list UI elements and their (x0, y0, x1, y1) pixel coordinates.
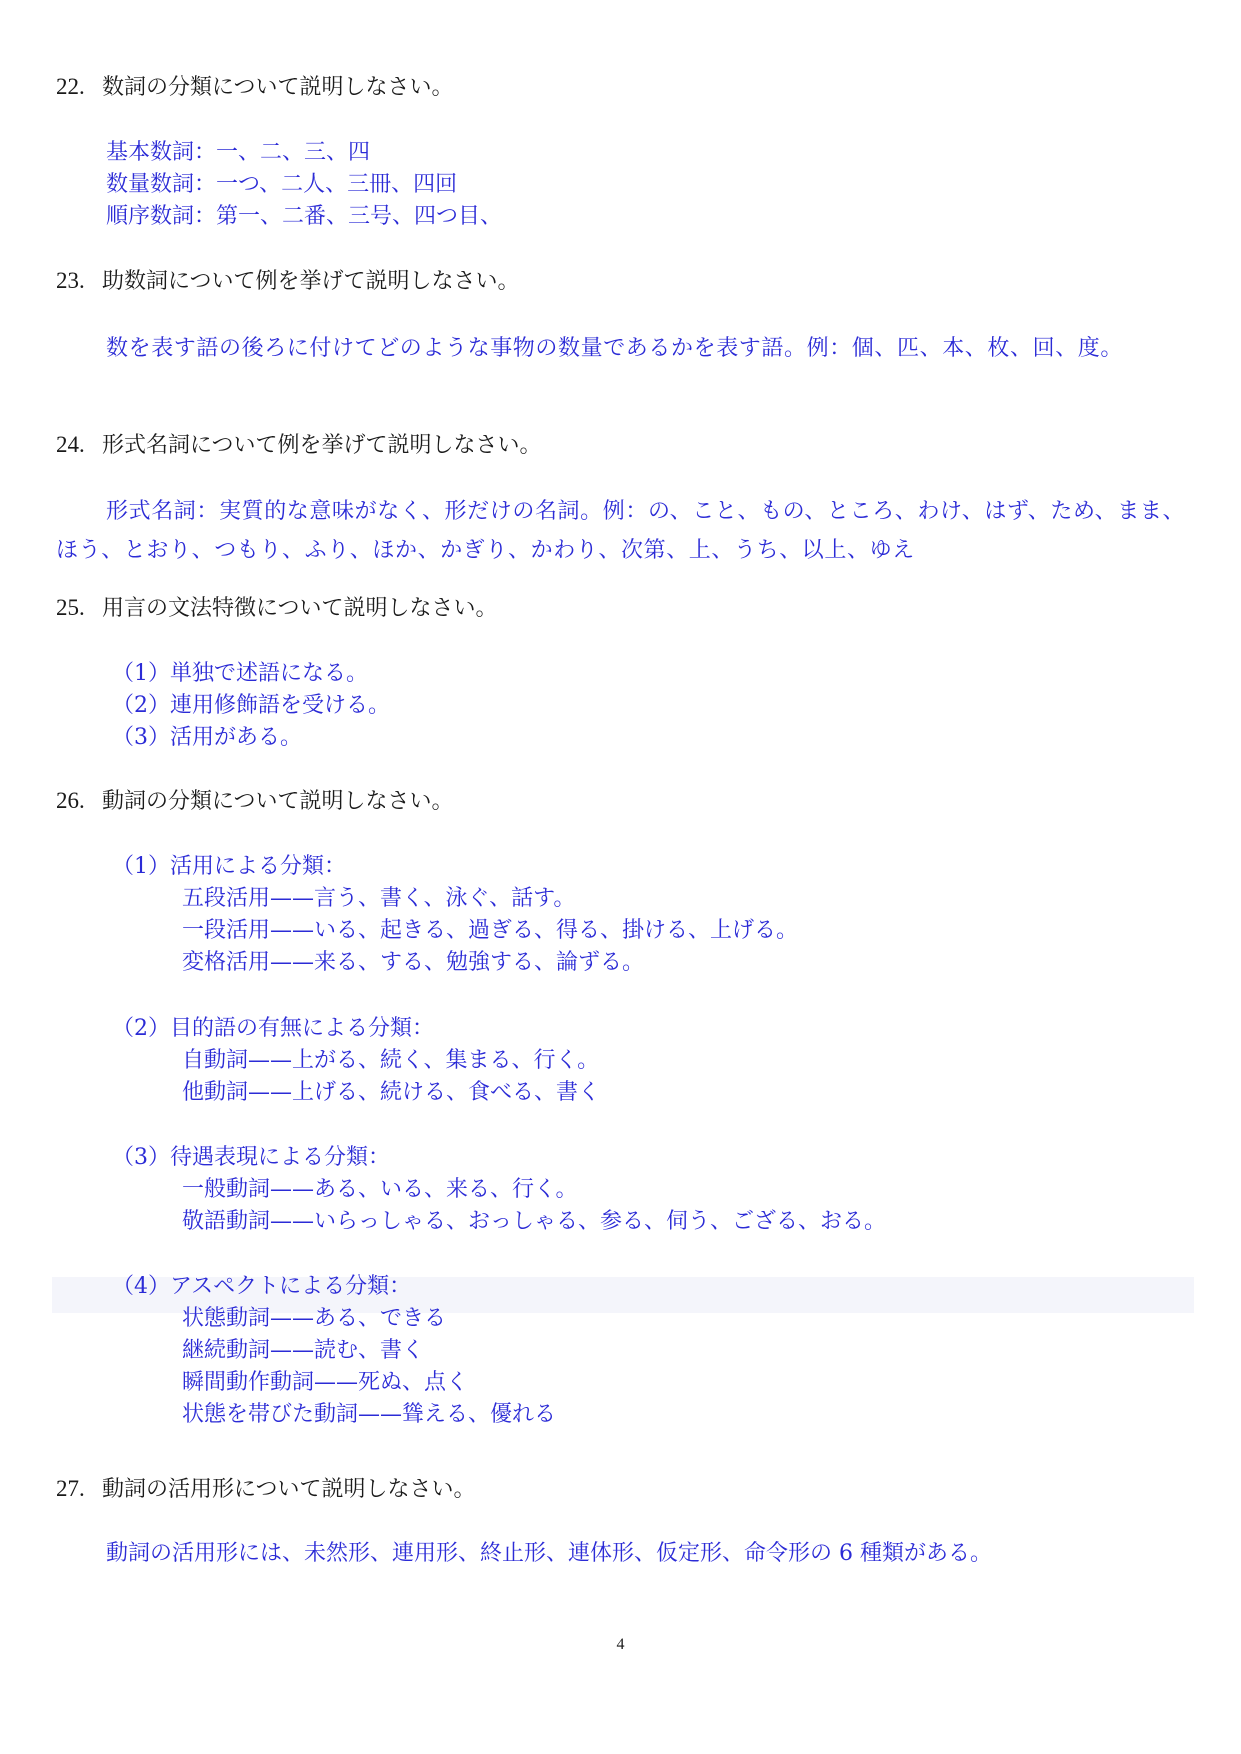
group-heading: （4）アスペクトによる分類： (112, 1274, 412, 1299)
group-item: 他動詞——上げる、続ける、食べる、書く (182, 1080, 601, 1105)
answer-line: （1）単独で述語になる。 (112, 661, 368, 686)
group-item: 自動詞——上がる、続く、集まる、行く。 (182, 1048, 600, 1073)
question-text: 動詞の分類について説明しなさい。 (102, 789, 454, 814)
question-25 (56, 593, 498, 624)
question-24 (56, 430, 542, 461)
answer-line: 動詞の活用形には、未然形、連用形、終止形、連体形、仮定形、命令形の 6 種類がある。 (106, 1541, 992, 1566)
group-heading: （3）待遇表現による分類： (112, 1145, 390, 1170)
group-item: 敬語動詞——いらっしゃる、おっしゃる、参る、伺う、ござる、おる。 (182, 1209, 887, 1234)
group-item: 変格活用——来る、する、勉強する、論ずる。 (182, 950, 645, 975)
group-item: 一段活用——いる、起きる、過ぎる、得る、掛ける、上げる。 (182, 918, 799, 943)
question-22 (56, 72, 454, 103)
question-number: 23. (56, 268, 85, 293)
question-text: 用言の文法特徴について説明しなさい。 (102, 596, 498, 621)
group-item: 状態を帯びた動詞——聳える、優れる (182, 1402, 557, 1427)
group-heading: （1）活用による分類： (112, 854, 346, 879)
group-heading: （2）目的語の有無による分類： (112, 1016, 434, 1041)
question-23 (56, 266, 520, 297)
question-number: 25. (56, 595, 85, 620)
question-text: 形式名詞について例を挙げて説明しなさい。 (102, 433, 542, 458)
group-item: 瞬間動作動詞——死ぬ、点く (182, 1370, 469, 1395)
group-item: 状態動詞——ある、できる (182, 1306, 447, 1331)
question-text: 動詞の活用形について説明しなさい。 (102, 1477, 476, 1502)
question-26 (56, 786, 454, 817)
page-number: 4 (616, 1636, 625, 1653)
group-item: 継続動詞——読む、書く (182, 1338, 425, 1363)
question-text: 助数詞について例を挙げて説明しなさい。 (102, 269, 520, 294)
answer-paragraph: 数を表す語の後ろに付けてどのような事物の数量であるかを表す語。例：個、匹、本、枚、回、度。 (106, 336, 1124, 361)
group-item: 一般動詞——ある、いる、来る、行く。 (182, 1177, 578, 1202)
group-item: 五段活用——言う、書く、泳ぐ、話す。 (182, 886, 576, 911)
question-number: 22. (56, 74, 85, 99)
question-text: 数詞の分類について説明しなさい。 (102, 75, 454, 100)
question-number: 27. (56, 1476, 85, 1501)
question-number: 24. (56, 432, 85, 457)
answer-paragraph: 形式名詞：実質的な意味がなく、形だけの名詞。例：の、こと、もの、ところ、わけ、はず、ため、まま、ほう、とおり、つもり、ふり、ほか、かぎり、かわり、次第、上、うち、以上、ゆえ (56, 499, 1186, 563)
answer-line: 基本数詞：一、二、三、四 (106, 140, 371, 165)
answer-line: （3）活用がある。 (112, 725, 302, 750)
answer-line: 数量数詞：一つ、二人、三冊、四回 (106, 172, 458, 197)
answer-line: 順序数詞：第一、二番、三号、四つ目、 (106, 204, 503, 229)
answer-line: （2）連用修飾語を受ける。 (112, 693, 390, 718)
question-number: 26. (56, 788, 85, 813)
question-27 (56, 1474, 476, 1505)
